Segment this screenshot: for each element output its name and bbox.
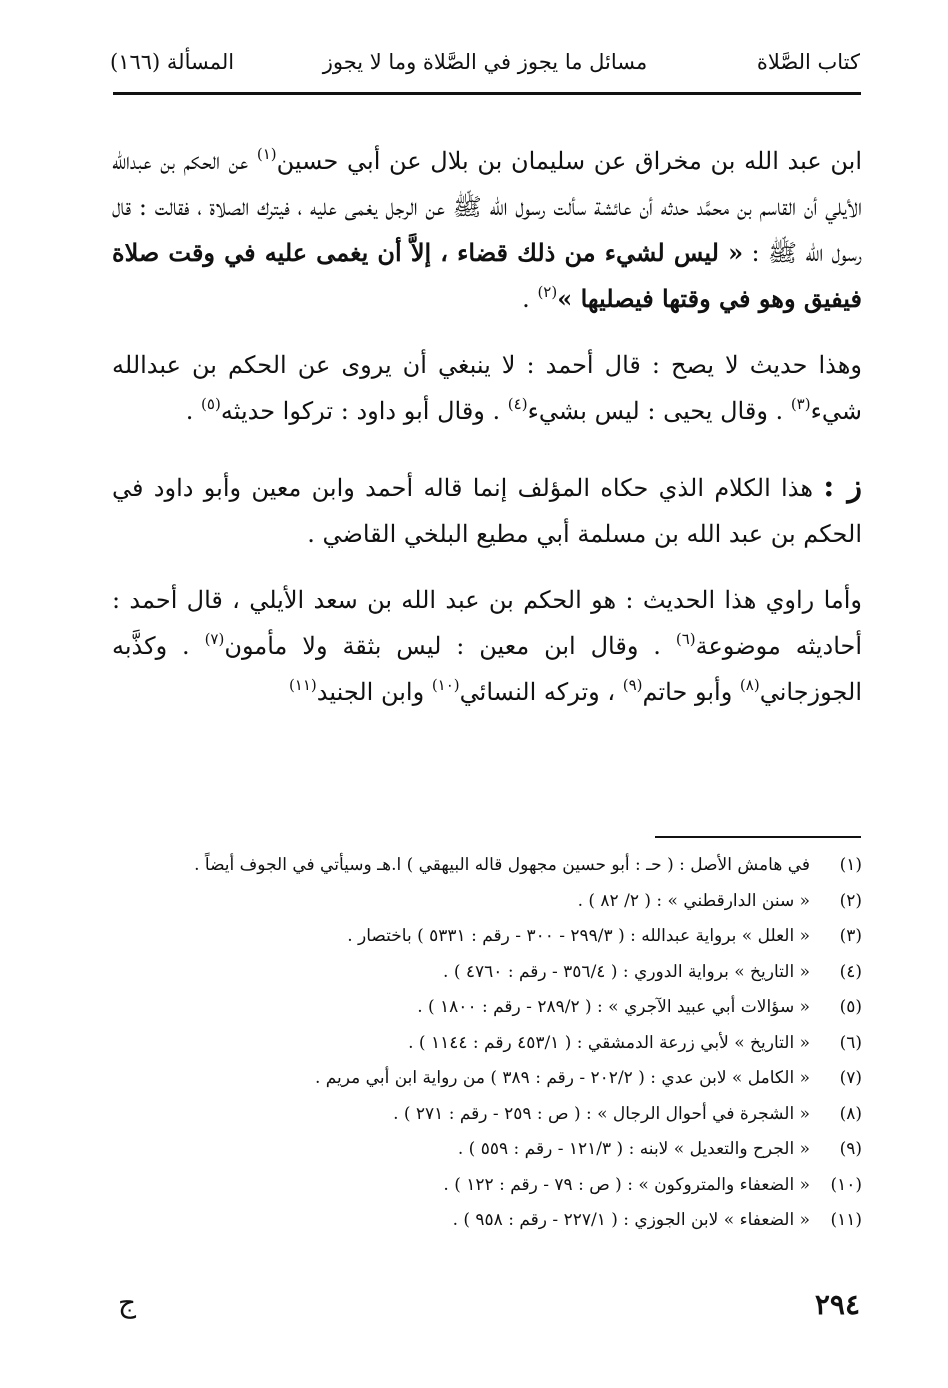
footnote-item [112, 1168, 862, 1204]
main-text [112, 138, 862, 735]
footnote-text: « العلل » برواية عبدالله : ( ٢٩٩/٣ - ٣٠٠ - رقم : ٥٣٣١ ) باختصار . [347, 926, 810, 946]
footnote-text: « الضعفاء » لابن الجوزي : ( ٢٢٧/١ - رقم : ٩٥٨ ) . [452, 1210, 810, 1230]
footnote-number: (٥) [839, 997, 862, 1017]
footnote-number: (٣) [839, 926, 862, 946]
footnote-number: (٧) [839, 1068, 862, 1088]
text-run: هذا الكلام الذي حكاه المؤلف إنما قاله أحمد وابن معين وأبو داود في الحكم بن عبد الله بن مسلمة أبي مطيع البلخي القاضي . [112, 474, 862, 548]
header-book-title: كتاب الصَّلاة [756, 50, 860, 74]
header-issue-number: المسألة (١٦٦) [110, 50, 235, 74]
footnote-item [112, 1132, 862, 1168]
footnotes-list [112, 848, 862, 1239]
footnote-ref-7[interactable]: (٧) [204, 630, 225, 648]
footnote-ref-5[interactable]: (٥) [201, 395, 221, 413]
hadith-quote: « ليس لشيء من ذلك قضاء ، إلاَّ أن يغمى عليه في وقت صلاة فيفيق وهو في وقتها فيصليها » [112, 238, 862, 313]
page-number: ٢٩٤ [814, 1288, 860, 1321]
footnote-text: « الشجرة في أحوال الرجال » : ( ص : ٢٥٩ - رقم : ٢٧١ ) . [393, 1103, 810, 1124]
footnote-ref-6[interactable]: (٦) [675, 630, 696, 648]
footnote-number: (١٠) [830, 1174, 862, 1195]
footnote-text: في هامش الأصل : ( حـ : أبو حسين مجهول قاله البيهقي ) ا.هـ وسيأتي في الجوف أيضاً . [194, 855, 810, 875]
paragraph-narrator [112, 577, 862, 715]
footnote-item [112, 990, 862, 1026]
footnote-number: (٢) [839, 890, 862, 911]
footnote-ref-1[interactable]: (١) [256, 145, 277, 163]
footnote-text: « الجرح والتعديل » لابنه : ( ١٢١/٣ - رقم : ٥٥٩ ) . [457, 1139, 810, 1159]
text-run: ، وتركه النسائي [459, 678, 623, 706]
text-run: وابن الجنيد [316, 678, 432, 706]
footnote-text: « سؤالات أبي عبيد الآجري » : ( ٢٨٩/٢ - رقم : ١٨٠٠ ) . [417, 997, 810, 1017]
footnote-ref-10[interactable]: (١٠) [431, 676, 460, 694]
text-run: . وكذَّبه الجوزجاني [112, 632, 862, 706]
footnote-text: « التاريخ » لأبي زرعة الدمشقي : ( ٤٥٣/١ رقم : ١١٤٤ ) . [408, 1032, 810, 1053]
footnote-number: (١١) [830, 1210, 862, 1230]
paragraph-hadith [112, 138, 862, 322]
text-run: . وقال أبو داود : تركوا حديثه [220, 397, 508, 425]
footnote-item [112, 884, 862, 920]
footnote-ref-2[interactable]: (٢) [537, 283, 558, 301]
text-run: ابن عبد الله بن مخراق عن سليمان بن بلال عن أبي حسين [276, 147, 862, 175]
signature-mark: ج [118, 1286, 137, 1319]
footnote-item [112, 1026, 862, 1062]
footnote-ref-11[interactable]: (١١) [288, 676, 317, 694]
text-run: وأما راوي هذا الحديث : هو الحكم بن عبد الله بن سعد الأيلي ، قال أحمد : أحاديثه موضوعة [112, 586, 863, 660]
footnote-number: (٤) [839, 961, 862, 982]
footnote-ref-3[interactable]: (٣) [790, 395, 811, 413]
paragraph-grading [112, 342, 862, 434]
header-rule [113, 92, 861, 95]
text-run: عن الحكم بن عبدالله الأيلي أن القاسم بن محمَّد حدثه أن عائشة سألت رسول الله ﷺ عن الرجل يغمى عليه ، فيترك الصلاة ، فقالت : قال رسول الله ﷺ : [112, 147, 862, 267]
footnote-item [112, 1097, 862, 1133]
footnote-item [112, 955, 862, 991]
footnote-number: (١) [839, 855, 862, 875]
text-run: . وقال ابن معين : ليس بثقة ولا مأمون [224, 632, 676, 660]
footnote-item [112, 1061, 862, 1097]
header-chapter-title: مسائل ما يجوز في الصَّلاة وما لا يجوز [322, 50, 648, 74]
footnote-number: (٦) [839, 1032, 862, 1053]
editor-note-mark: ز : [823, 469, 862, 504]
text-run: وأبو حاتم [642, 678, 740, 706]
footnote-item [112, 848, 862, 884]
footnote-text: « سنن الدارقطني » : ( ٢/ ٨٢ ) . [577, 890, 810, 911]
text-run: . [185, 397, 202, 425]
footnote-text: « الكامل » لابن عدي : ( ٢٠٢/٢ - رقم : ٣٨٩ ) من رواية ابن أبي مريم . [314, 1068, 810, 1088]
footnote-number: (٨) [839, 1103, 862, 1124]
paragraph-editor-note [112, 464, 862, 557]
text-run: . وقال يحيى : ليس بشيء [527, 397, 791, 425]
text-run: وهذا حديث لا يصح : قال أحمد : لا ينبغي أن يروى عن الحكم بن عبدالله شيء [112, 351, 862, 425]
footnote-ref-8[interactable]: (٨) [739, 676, 760, 694]
footnote-ref-4[interactable]: (٤) [507, 395, 528, 413]
footnote-ref-9[interactable]: (٩) [622, 676, 643, 694]
running-header [110, 44, 860, 84]
footnote-item [112, 1203, 862, 1239]
footnote-item [112, 919, 862, 955]
footnote-rule [655, 836, 861, 838]
footnote-text: « التاريخ » برواية الدوري : ( ٣٥٦/٤ - رقم : ٤٧٦٠ ) . [443, 961, 810, 982]
footnote-text: « الضعفاء والمتروكون » : ( ص : ٧٩ - رقم : ١٢٢ ) . [443, 1174, 810, 1195]
text-run: . [522, 285, 538, 313]
footnote-number: (٩) [839, 1139, 862, 1159]
